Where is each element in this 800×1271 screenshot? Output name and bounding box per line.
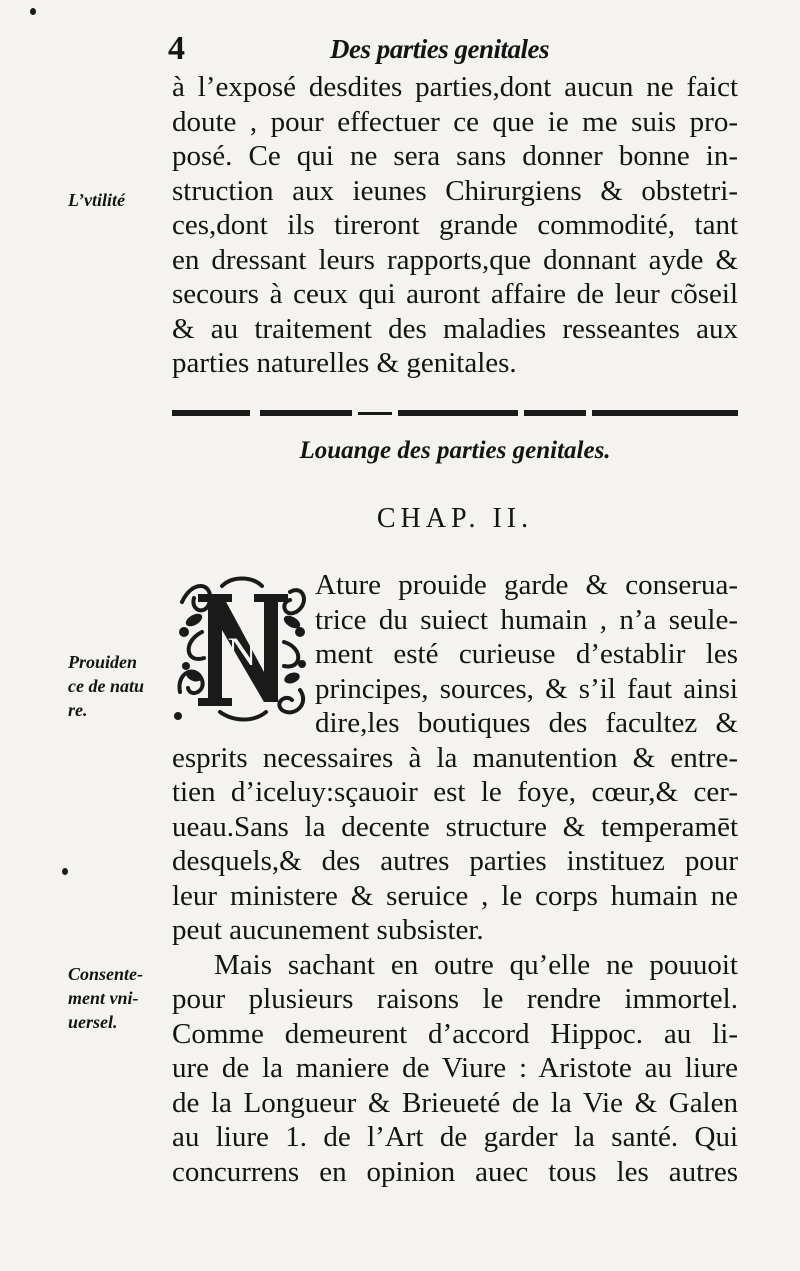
rule-segment	[358, 412, 392, 415]
text-line: secours à ceux qui auront affaire de leur cõseil	[172, 278, 738, 310]
text-line: à l’exposé desdites parties,dont aucun ne faict	[172, 71, 738, 103]
text-line: struction aux ieunes Chirurgiens & obstetri-	[172, 174, 738, 207]
text-line: ces,dont ils tireront grande commodité, tant	[172, 209, 738, 241]
ornamental-rule	[172, 408, 738, 418]
margin-note-line: Prouiden	[68, 652, 138, 672]
ink-speck	[62, 868, 68, 875]
text-line: posé. Ce qui ne sera sans donner bonne in-	[172, 140, 738, 172]
text-line: tien d’iceluy:sçauoir est le foye, cœur,& cer-	[172, 776, 738, 808]
margin-note-line: Consente-	[68, 964, 144, 984]
margin-note-line: L’vtilité	[68, 190, 125, 210]
page-number: 4	[168, 30, 185, 67]
margin-note-line: ce de natu	[68, 676, 144, 696]
rule-segment	[592, 410, 738, 416]
rule-segment	[260, 410, 352, 416]
text-line: en dressant leurs rapports,que donnant ayde &	[172, 243, 738, 276]
text-line: doute , pour effectuer ce que ie me suis pro-	[172, 105, 738, 138]
text-line: concurrens en opinion auec tous les autres	[172, 1155, 738, 1188]
text-line: de la Longueur & Brieueté de la Vie & Galen	[172, 1086, 738, 1119]
text-line: ure de la maniere de Viure : Aristote au liure	[172, 1052, 738, 1084]
margin-note-line: uersel.	[68, 1012, 118, 1032]
paragraph-nature	[172, 568, 738, 1189]
text-line: Mais sachant en outre qu’elle ne pouuoit	[214, 948, 738, 981]
running-head: Des parties genitales	[330, 34, 549, 64]
margin-note-providence	[68, 650, 144, 722]
rule-segment	[172, 410, 250, 416]
text-line: ueau.Sans la decente structure & temperamēt	[172, 810, 738, 843]
text-line: dire,les boutiques des facultez &	[315, 707, 738, 739]
text-line: au liure 1. de l’Art de garder la santé. Qui	[172, 1121, 738, 1153]
text-line: pour plusieurs raisons le rendre immortel.	[172, 983, 738, 1015]
rule-segment	[524, 410, 586, 416]
section-title: Louange des parties genitales.	[299, 437, 611, 464]
text-line: ment esté curieuse d’establir les	[315, 638, 738, 670]
text-line: trice du suiect humain , n’a seule-	[315, 603, 738, 636]
text-line: desquels,& des autres parties instituez pour	[172, 845, 738, 877]
text-line: leur ministere & seruice , le corps humain ne	[172, 879, 738, 912]
drop-cap-letter: N	[227, 629, 257, 674]
margin-note-line: re.	[68, 700, 88, 720]
text-line: Comme demeurent d’accord Hippoc. au li-	[172, 1017, 738, 1050]
margin-note-utilite	[68, 188, 125, 212]
text-line: parties naturelles & genitales.	[172, 347, 517, 379]
text-line: Ature prouide garde & conserua-	[315, 569, 738, 601]
text-line: esprits necessaires à la manutention & entre-	[172, 741, 738, 774]
paragraph-intro	[172, 70, 738, 381]
margin-note-consentement	[68, 962, 143, 1034]
margin-note-line: ment vni-	[68, 988, 139, 1008]
text-line: principes, sources, & s’il faut ainsi	[315, 672, 738, 705]
rule-segment	[398, 410, 518, 416]
chapter-heading: CHAP. II.	[376, 503, 534, 534]
text-line: & au traitement des maladies resseantes aux	[172, 312, 738, 345]
text-line: peut aucunement subsister.	[172, 914, 484, 946]
ink-speck	[30, 8, 36, 15]
